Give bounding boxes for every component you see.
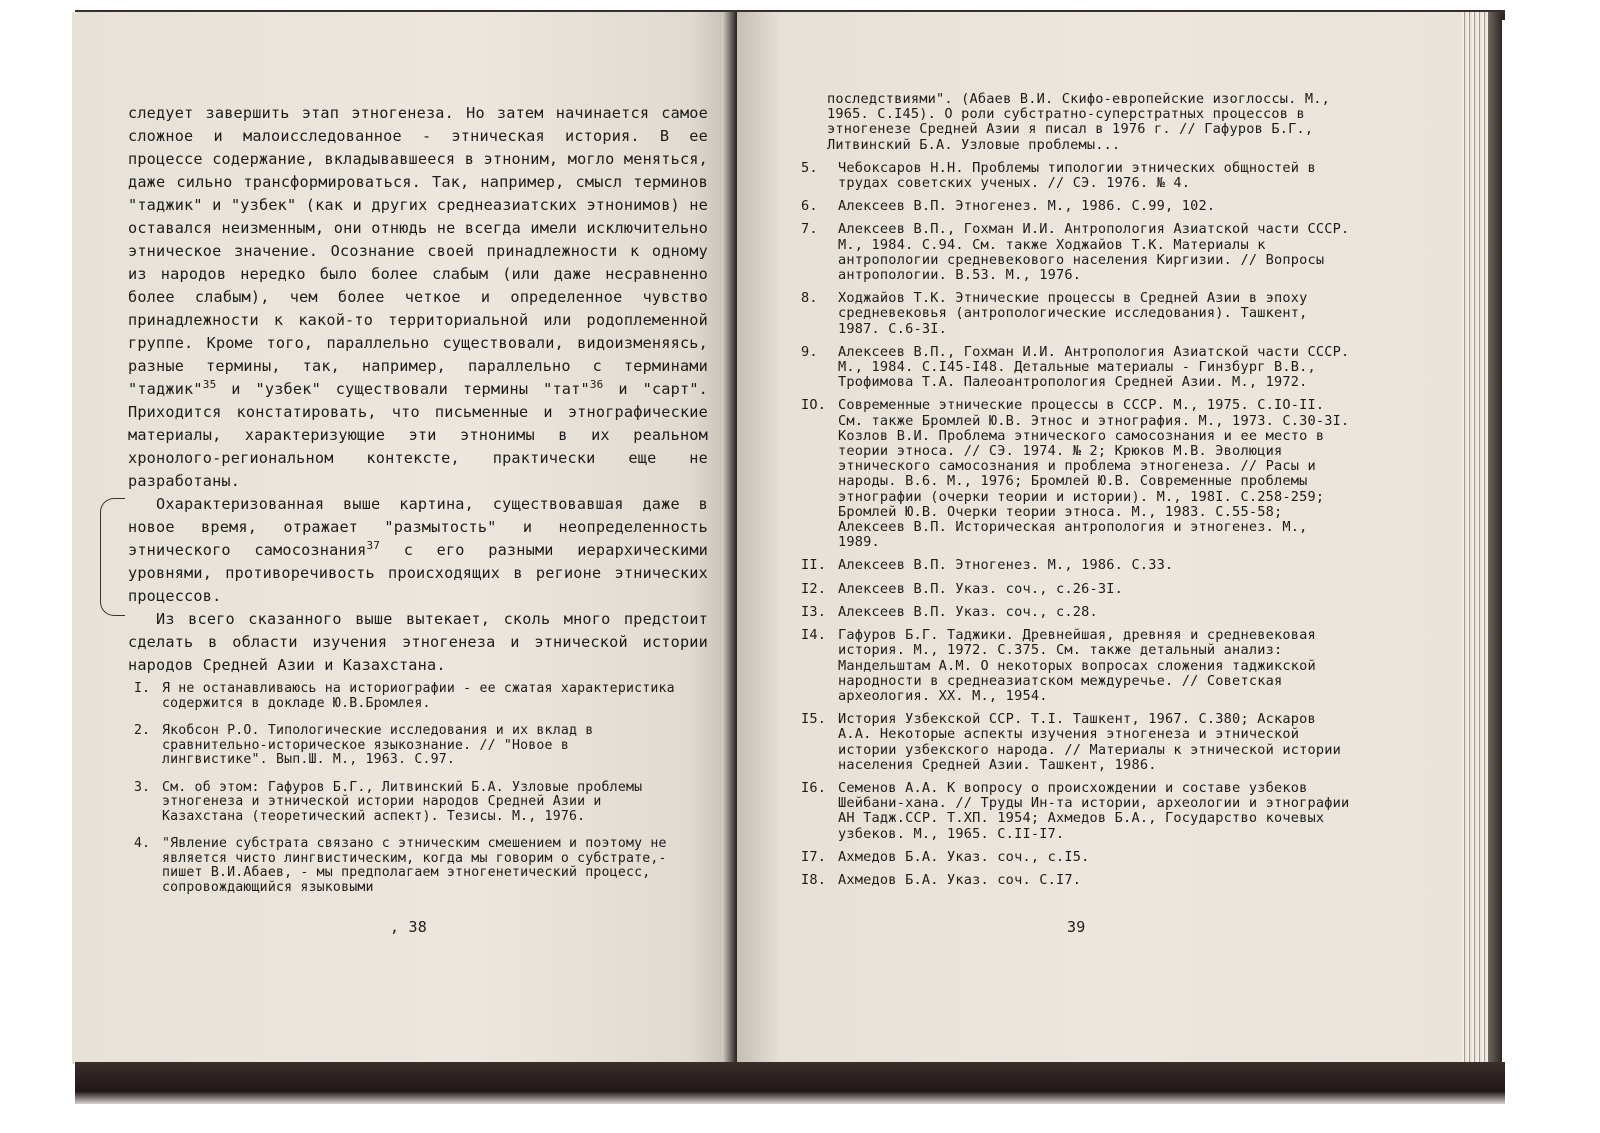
body-paragraph [128, 608, 708, 677]
footnote-text: Алексеев В.П., Гохман И.И. Антропология Азиатской части СССР. М., 1984. С.I45-I48. Детальные материалы - Гинзбург В.В., Трофимова Т.А. Палеоантропология Средней Азии. М., 1972. [838, 343, 1350, 391]
page-number-right: 39 [1067, 918, 1086, 936]
footnote-number: I5. [801, 711, 827, 728]
footnote-item [134, 837, 679, 895]
footnote-number: 6. [801, 198, 818, 215]
footnote-reference: 36 [589, 377, 604, 391]
footnote-text: Алексеев В.П. Этногенез. М., 1986. С.99, 102. [838, 198, 1216, 215]
paragraph-text: Из всего сказанного выше вытекает, сколь много предстоит сделать в области изучения этногенеза и этнической истории народов Средней Азии и Казахстана. [128, 610, 708, 674]
footnote-text: Я не останавливаюсь на историографии - ее сжатая характеристика содержится в докладе Ю.В.Бромлея. [162, 681, 675, 711]
footnote-text: "Явление субстрата связано с этническим смешением и поэтому не является чисто лингвистическим, когда мы говорим о субстрате,- пишет В.И.Абаев, - мы предполагаем этногенетический процесс, сопровождающийся языковыми [162, 836, 667, 895]
paragraph-text: и "узбек" существовали термины "тат" [216, 380, 590, 398]
footnote-item [801, 605, 1356, 620]
footnote-text: См. об этом: Гафуров Б.Г., Литвинский Б.А. Узловые проблемы этногенеза и этнической истории народов Средней Азии и Казахстана (теоретический аспект). Тезисы. М., 1976. [162, 779, 643, 824]
footnote-reference: 37 [366, 538, 381, 552]
book-page-edges [1462, 12, 1502, 1064]
left-page-footnotes [134, 682, 679, 908]
footnote-item [134, 781, 679, 825]
footnote-item [801, 558, 1356, 573]
left-page [72, 12, 737, 1064]
footnote-item [801, 781, 1356, 842]
footnote-number: 7. [801, 221, 818, 238]
footnote-number: 8. [801, 290, 818, 307]
paragraph-text: с его разными иерархическими уровнями, противоречивость происходящих в регионе этнических процессов. [128, 541, 709, 605]
footnote-text: Гафуров Б.Г. Таджики. Древнейшая, древняя и средневековая история. М., 1972. С.375. См. также детальный анализ: Мандельштам А.М. О некоторых вопросах сложения таджикской народности в среднеазиатском междуречье. // Советская археология. XX. М., 1954. [838, 627, 1316, 704]
footnote-item [801, 712, 1356, 773]
footnote-text: Современные этнические процессы в СССР. М., 1975. С.IO-II. См. также Бромлей Ю.В. Этнос и этнография. М., 1973. С.30-3I. Козлов В.И. Проблема этнического самосознания и ее место в теории этноса. // СЭ. 1974. № 2; Крюков М.В. Эволюция этнического самосознания и проблема этногенеза. // Расы и народы. В.6. М., 1976; Бромлей Ю.В. Современные проблемы этнографии (очерки теории и истории). М., 198I. С.258-259; Бромлей Ю.В. Очерки теории этноса. М., 1983. С.55-58; Алексеев В.П. Историческая антропология и этногенез. М., 1989. [838, 397, 1350, 551]
book-edge-shadow-bottom [75, 1062, 1505, 1104]
footnote-number: I8. [801, 871, 827, 888]
paragraph-text: и "сарт". Приходится констатировать, что письменные и этнографические материалы, характеризующие эти этнонимы в их реальном хронолого-региональном контексте, практически еще не разработаны. [128, 380, 709, 490]
paragraph-text: Охарактеризованная выше картина, существовавшая даже в новое время, отражает "размытость" и неопределенность этнического самосознания [128, 495, 708, 559]
footnote-number: 9. [801, 343, 818, 360]
footnote-item [801, 222, 1356, 283]
footnote-text: История Узбекской ССР. Т.I. Ташкент, 1967. С.380; Аскаров А.А. Некоторые аспекты изучения этногенеза и этнической истории узбекского народа. // Материалы к этнической истории населения Средней Азии. Ташкент, 1986. [838, 711, 1342, 773]
footnote-number: 3. [134, 779, 151, 795]
footnote-item [134, 682, 679, 711]
footnote-number: I4. [801, 627, 827, 644]
footnote-text: Семенов А.А. К вопросу о происхождении и составе узбеков Шейбани-хана. // Труды Ин-та истории, археологии и этнографии АН Тадж.ССР. Т.ХП. 1954; Ахмедов Б.А., Государство кочевых узбеков. М., 1965. С.II-I7. [838, 779, 1350, 842]
right-page [737, 12, 1472, 1064]
footnote-text: Алексеев В.П. Этногенез. М., 1986. С.33. [838, 557, 1174, 574]
footnote-item [134, 724, 679, 768]
footnote-item [801, 873, 1356, 888]
footnote-number: I2. [801, 580, 827, 597]
page-number-left: , 38 [390, 918, 427, 936]
footnote-text: Алексеев В.П., Гохман И.И. Антропология Азиатской части СССР. М., 1984. С.94. См. также Ходжайов Т.К. Материалы к антропологии средневекового населения Киргизии. // Вопросы антропологии. В.53. М., 1976. [838, 221, 1350, 284]
body-paragraph [128, 493, 708, 608]
footnote-item [801, 345, 1356, 391]
footnote-number: 2. [134, 723, 151, 738]
footnote-item [801, 92, 1356, 153]
footnote-item [801, 161, 1356, 191]
footnote-text: Ахмедов Б.А. Указ. соч., с.I5. [838, 848, 1090, 865]
footnote-item [801, 199, 1356, 214]
footnote-text: Якобсон Р.О. Типологические исследования и их вклад в сравнительно-историческое языкознание. // "Новое в лингвистике". Вып.Ш. М., 1963. С.97. [162, 723, 594, 767]
footnote-item [801, 628, 1356, 704]
footnote-number: I7. [801, 848, 827, 865]
paragraph-text: следует завершить этап этногенеза. Но затем начинается самое сложное и малоисследованное - этническая история. В ее процессе содержание, вкладывавшееся в этноним, могло меняться, даже сильно трансформироваться. Так, например, смысл терминов "таджик" и "узбек" (как и других среднеазиатских этнонимов) не оставался неизменным, они отнюдь не всегда имели исключительно этническое значение. Осознание своей принадлежности к одному из народов нередко было более слабым (или даже несравненно более слабым), чем более четкое и определенное чувство принадлежности к какой-то территориальной или родоплеменной группе. Кроме того, параллельно существовали, видоизменяясь, разные термины, так, например, параллельно с терминами "таджик" [128, 104, 708, 398]
footnote-text: Алексеев В.П. Указ. соч., с.26-3I. [838, 580, 1124, 597]
footnote-text: Алексеев В.П. Указ. соч., с.28. [838, 603, 1098, 620]
handwritten-bracket-mark [100, 498, 125, 616]
footnote-number: IO. [801, 397, 827, 414]
left-page-body [128, 102, 708, 677]
footnote-reference: 35 [202, 377, 217, 391]
footnote-item [801, 291, 1356, 337]
footnote-item [801, 582, 1356, 597]
footnote-number: II. [801, 557, 827, 574]
footnote-number: 4. [134, 836, 151, 851]
footnote-text: Ахмедов Б.А. Указ. соч. С.I7. [838, 871, 1082, 888]
body-paragraph [128, 102, 708, 493]
footnote-item [801, 398, 1356, 550]
footnote-number: I3. [801, 603, 827, 620]
right-page-footnotes [801, 92, 1356, 896]
footnote-text: Ходжайов Т.К. Этнические процессы в Средней Азии в эпоху средневековья (антропологические исследования). Ташкент, 1987. С.6-3I. [838, 290, 1308, 337]
footnote-text: последствиями". (Абаев В.И. Скифо-европейские изоглоссы. М., 1965. С.I45). О роли субстратно-суперстратных процессов в этногенезе Средней Азии я писал в 1976 г. // Гафуров Б.Г., Литвинский Б.А. Узловые проблемы... [827, 91, 1331, 153]
footnote-item [801, 850, 1356, 865]
footnote-text: Чебоксаров Н.Н. Проблемы типологии этнических общностей в трудах советских ученых. // СЭ. 1976. № 4. [838, 159, 1316, 192]
footnote-number: I. [134, 681, 151, 696]
footnote-number: I6. [801, 779, 827, 796]
footnote-number: 5. [801, 159, 818, 176]
